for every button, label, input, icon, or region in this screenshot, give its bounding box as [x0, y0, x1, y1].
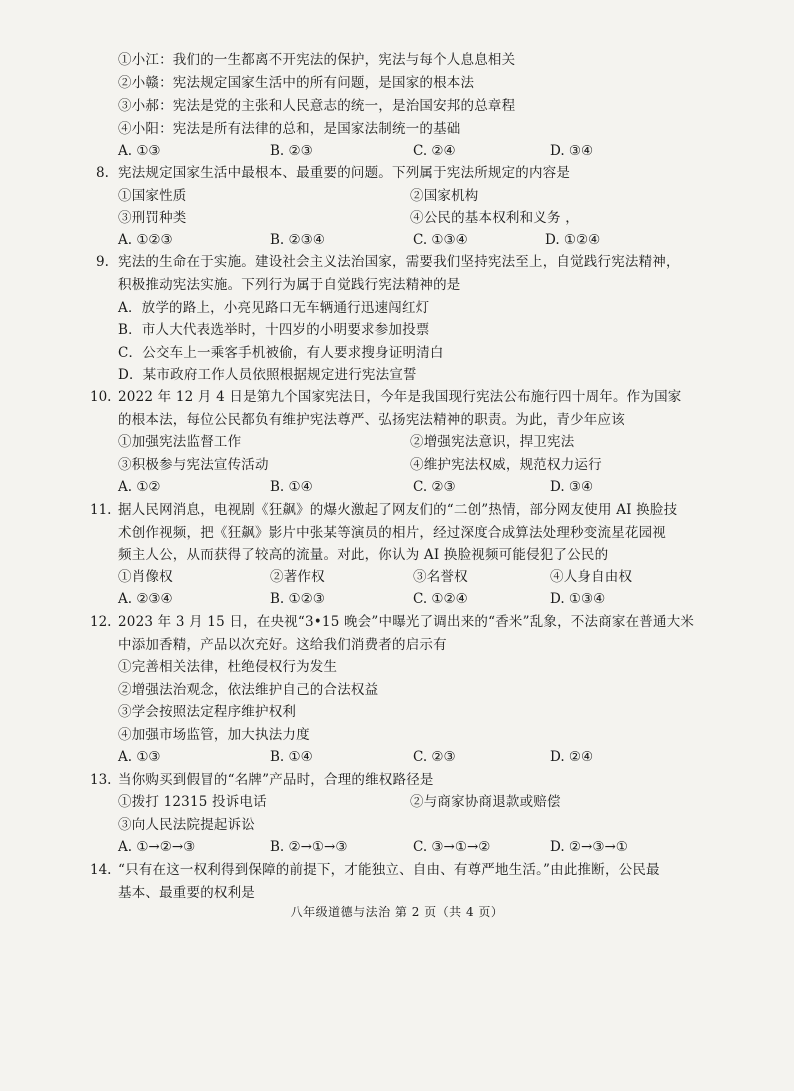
q11-statement-3: ③名誉权	[413, 569, 468, 585]
q10-option-d: D. ③④	[550, 479, 594, 495]
q12-option-d: D. ②④	[550, 749, 594, 765]
q13-statement-3: ③向人民法院提起诉讼	[118, 817, 255, 833]
q12-option-c: C. ②③	[413, 749, 456, 765]
q10-option-a: A. ①②	[118, 479, 161, 495]
q7-statement-3: ③小郝：宪法是党的主张和人民意志的统一，是治国安邦的总章程	[118, 98, 516, 114]
q7-option-a: A. ①③	[118, 143, 161, 159]
q13-number: 13.	[90, 772, 112, 788]
q12-number: 12.	[90, 614, 112, 630]
q12-statement-1: ①完善相关法律，杜绝侵权行为发生	[118, 659, 338, 675]
q13-option-b: B. ②→①→③	[270, 839, 348, 855]
q9-option-d: D．某市政府工作人员依照根据规定进行宪法宣誓	[118, 367, 417, 383]
q12-option-b: B. ①④	[270, 749, 313, 765]
q10-option-b: B. ①④	[270, 479, 313, 495]
q8-option-b: B. ②③④	[270, 232, 325, 248]
q8-option-a: A. ①②③	[118, 232, 173, 248]
q14-stem-line-2: 基本、最重要的权利是	[118, 885, 255, 901]
q12-option-a: A. ①③	[118, 749, 161, 765]
q12-statement-2: ②增强法治观念，依法维护自己的合法权益	[118, 682, 379, 698]
q14-stem-line-1: “只有在这一权利得到保障的前提下，才能独立、自由、有尊严地生活。”由此推断，公民最	[118, 862, 660, 878]
q10-number: 10.	[90, 389, 112, 405]
q11-stem-line-3: 频主人公，从而获得了较高的流量。对此，你认为 AI 换脸视频可能侵犯了公民的	[118, 547, 609, 563]
q8-statement-4: ④公民的基本权利和义务 ，	[410, 210, 579, 226]
q13-statement-1: ①拨打 12315 投诉电话	[118, 794, 267, 810]
q7-option-b: B. ②③	[270, 143, 313, 159]
q11-statement-2: ②著作权	[270, 569, 325, 585]
q9-stem-line-1: 宪法的生命在于实施。建设社会主义法治国家，需要我们坚持宪法至上，自觉践行宪法精神，	[118, 254, 680, 270]
q10-statement-1: ①加强宪法监督工作	[118, 434, 242, 450]
q7-option-c: C. ②④	[413, 143, 456, 159]
q11-option-b: B. ①②③	[270, 591, 325, 607]
q9-stem-line-2: 积极推动宪法实施。下列行为属于自觉践行宪法精神的是	[118, 277, 461, 293]
q11-option-a: A. ②③④	[118, 591, 173, 607]
q7-statement-2: ②小赣：宪法规定国家生活中的所有问题，是国家的根本法	[118, 75, 475, 91]
q13-option-c: C. ③→①→②	[413, 839, 491, 855]
page-footer: 八年级道德与法治 第 2 页（共 4 页）	[290, 905, 504, 919]
q10-option-c: C. ②③	[413, 479, 456, 495]
q14-number: 14.	[90, 862, 112, 878]
q8-option-d: D. ①②④	[545, 232, 601, 248]
q11-option-d: D. ①③④	[550, 591, 606, 607]
q7-statement-4: ④小阳：宪法是所有法律的总和，是国家法制统一的基础	[118, 121, 461, 137]
q12-statement-4: ④加强市场监管，加大执法力度	[118, 727, 310, 743]
q8-statement-2: ②国家机构	[410, 188, 479, 204]
q11-option-c: C. ①②④	[413, 591, 468, 607]
q8-statement-3: ③刑罚种类	[118, 210, 187, 226]
q12-statement-3: ③学会按照法定程序维护权利	[118, 704, 297, 720]
q11-statement-1: ①肖像权	[118, 569, 173, 585]
q8-stem: 宪法规定国家生活中最根本、最重要的问题。下列属于宪法所规定的内容是	[118, 165, 571, 181]
q10-stem-line-2: 的根本法，每位公民都负有维护宪法尊严、弘扬宪法精神的职责。为此，青少年应该	[118, 412, 625, 428]
q9-option-a: A．放学的路上，小亮见路口无车辆通行迅速闯红灯	[118, 300, 430, 316]
q10-statement-4: ④维护宪法权威，规范权力运行	[410, 457, 602, 473]
q13-statement-2: ②与商家协商退款或赔偿	[410, 794, 561, 810]
q11-stem-line-1: 据人民网消息，电视剧《狂飙》的爆火激起了网友们的“二创”热情，部分网友使用 AI 换脸技	[118, 502, 678, 518]
q7-option-d: D. ③④	[550, 143, 594, 159]
q12-stem-line-1: 2023 年 3 月 15 日，在央视“3•15 晚会”中曝光了调出来的“香米”乱象，不法商家在普通大米	[118, 614, 695, 630]
q12-stem-line-2: 中添加香精，产品以次充好。这给我们消费者的启示有	[118, 637, 447, 653]
q9-option-c: C．公交车上一乘客手机被偷，有人要求搜身证明清白	[118, 345, 444, 361]
q7-statement-1: ①小江：我们的一生都离不开宪法的保护，宪法与每个人息息相关	[118, 52, 516, 68]
q9-option-b: B．市人大代表选举时，十四岁的小明要求参加投票	[118, 322, 430, 338]
q9-number: 9.	[96, 254, 109, 270]
q11-stem-line-2: 术创作视频，把《狂飙》影片中张某等演员的相片，经过深度合成算法处理秒变流星花园视	[118, 525, 666, 541]
q11-number: 11.	[90, 502, 112, 518]
q10-stem-line-1: 2022 年 12 月 4 日是第九个国家宪法日，今年是我国现行宪法公布施行四十周年。作为国家	[118, 389, 682, 405]
q13-option-a: A. ①→②→③	[118, 839, 196, 855]
q8-number: 8.	[96, 165, 109, 181]
q10-statement-3: ③积极参与宪法宣传活动	[118, 457, 269, 473]
q13-stem: 当你购买到假冒的“名牌”产品时，合理的维权路径是	[118, 772, 434, 788]
q8-option-c: C. ①③④	[413, 232, 468, 248]
q13-option-d: D. ②→③→①	[550, 839, 628, 855]
q11-statement-4: ④人身自由权	[550, 569, 633, 585]
q10-statement-2: ②增强宪法意识，捍卫宪法	[410, 434, 575, 450]
q8-statement-1: ①国家性质	[118, 188, 187, 204]
